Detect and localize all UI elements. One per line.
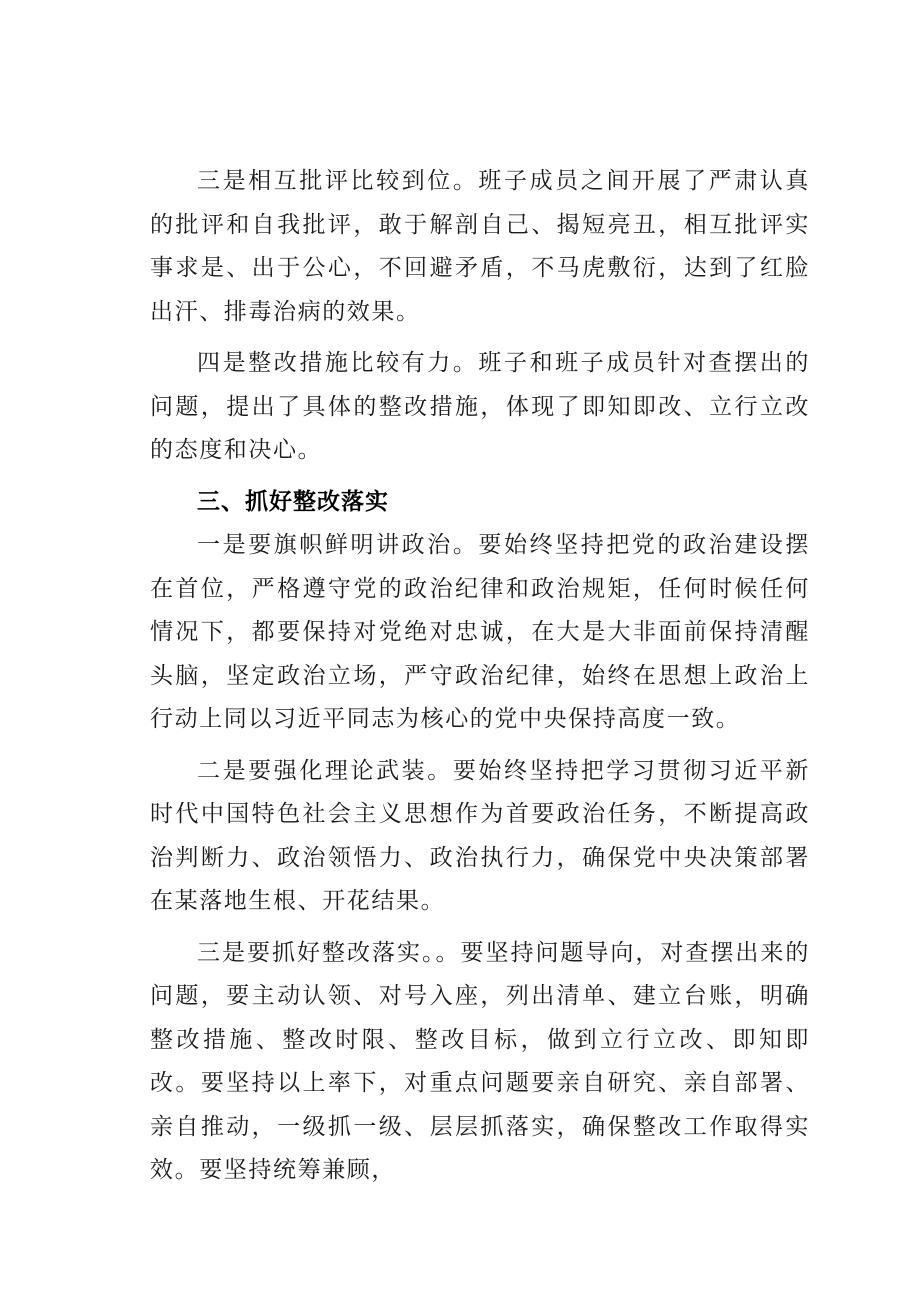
document-body (150, 160, 810, 1201)
paragraph-politics: 一是要旗帜鲜明讲政治。要始终坚持把党的政治建设摆在首位，严格遵守党的政治纪律和政治规矩，任何时候任何情况下，都要保持对党绝对忠诚，在大是大非面前保持清醒头脑，坚定政治立场，严守政治纪律，始终在思想上政治上行动上同以习近平同志为核心的党中央保持高度一致。 (150, 532, 810, 732)
paragraph-rectification-measures: 四是整改措施比较有力。班子和班子成员针对查摆出的问题，提出了具体的整改措施，体现了即知即改、立行立改的态度和决心。 (150, 350, 810, 463)
paragraph-mutual-criticism: 三是相互批评比较到位。班子成员之间开展了严肃认真的批评和自我批评，敢于解剖自己、揭短亮丑，相互批评实事求是、出于公心，不回避矛盾，不马虎敷衍，达到了红脸出汗、排毒治病的效果。 (150, 168, 810, 325)
paragraph-implementation: 三是要抓好整改落实。。要坚持问题导向，对查摆出来的问题，要主动认领、对号入座，列出清单、建立台账，明确整改措施、整改时限、整改目标，做到立行立改、即知即改。要坚持以上率下，对重点问题要亲自研究、亲自部署、亲自推动，一级抓一级、层层抓落实，确保整改工作取得实效。要坚持统筹兼顾， (150, 939, 810, 1183)
section-heading: 三、抓好整改落实 (197, 488, 389, 515)
paragraph-theory: 二是要强化理论武装。要始终坚持把学习贯彻习近平新时代中国特色社会主义思想作为首要政治任务，不断提高政治判断力、政治领悟力、政治执行力，确保党中央决策部署在某落地生根、开花结果。 (150, 757, 810, 914)
